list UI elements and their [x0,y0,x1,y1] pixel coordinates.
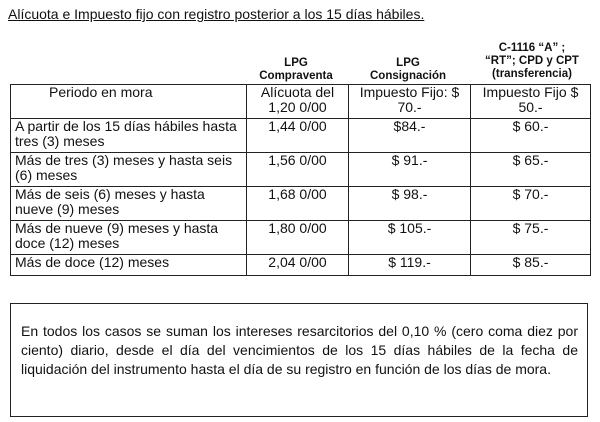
cell-consignacion: $ 98.- [349,187,471,221]
cell-alicuota: 2,04 0/00 [247,255,349,276]
column-header-line: (transferencia) [492,68,572,80]
column-header-line: Consignación [369,70,447,82]
cell-periodo: A partir de los 15 días hábiles hasta tres (3) meses [11,119,247,153]
cell-periodo: Más de doce (12) meses [11,255,247,276]
table-row [11,119,591,153]
cell-alicuota: 1,68 0/00 [247,187,349,221]
cell-consignacion: $ 105.- [349,221,471,255]
table-header-row [11,85,591,119]
rates-table [10,84,591,276]
table-row [11,187,591,221]
cell-transferencia: $ 70.- [471,187,591,221]
cell-alicuota: 1,56 0/00 [247,153,349,187]
column-header-line: LPG [396,57,420,69]
table-row [11,153,591,187]
column-header-consignacion [348,57,468,83]
header-cell-alicuota: Alícuota del 1,20 0/00 [247,85,349,119]
cell-transferencia: $ 65.- [471,153,591,187]
cell-transferencia: $ 75.- [471,221,591,255]
cell-consignacion: $ 119.- [349,255,471,276]
table-row [11,221,591,255]
column-header-line: LPG [284,57,308,69]
column-header-transferencia [470,42,594,81]
column-header-line: “RT”; CPD y CPT [485,55,579,67]
header-cell-periodo: Periodo en mora [11,85,247,119]
column-header-line: Compraventa [259,70,333,82]
table-row [11,255,591,276]
header-cell-impuesto-70: Impuesto Fijo: $ 70.- [349,85,471,119]
note-text: En todos los casos se suman los intereses resarcitorios del 0,10 % (cero coma diez por ciento) diario, desde el día del vencimientos de los 15 días hábiles de la fecha de liquidación del instrumento hasta el día de su registro en función de los días de mora. [21,323,578,377]
cell-periodo: Más de nueve (9) meses y hasta doce (12) meses [11,221,247,255]
cell-consignacion: $84.- [349,119,471,153]
note-box [10,303,588,417]
header-cell-impuesto-50: Impuesto Fijo $ 50.- [471,85,591,119]
cell-transferencia: $ 85.- [471,255,591,276]
column-header-compraventa [246,57,346,83]
cell-transferencia: $ 60.- [471,119,591,153]
cell-periodo: Más de tres (3) meses y hasta seis (6) meses [11,153,247,187]
column-header-line: C-1116 “A” ; [498,42,566,54]
cell-alicuota: 1,44 0/00 [247,119,349,153]
document-title: Alícuota e Impuesto fijo con registro posterior a los 15 días hábiles. [8,6,425,22]
column-headers [0,40,600,84]
cell-periodo: Más de seis (6) meses y hasta nueve (9) meses [11,187,247,221]
cell-consignacion: $ 91.- [349,153,471,187]
cell-alicuota: 1,80 0/00 [247,221,349,255]
